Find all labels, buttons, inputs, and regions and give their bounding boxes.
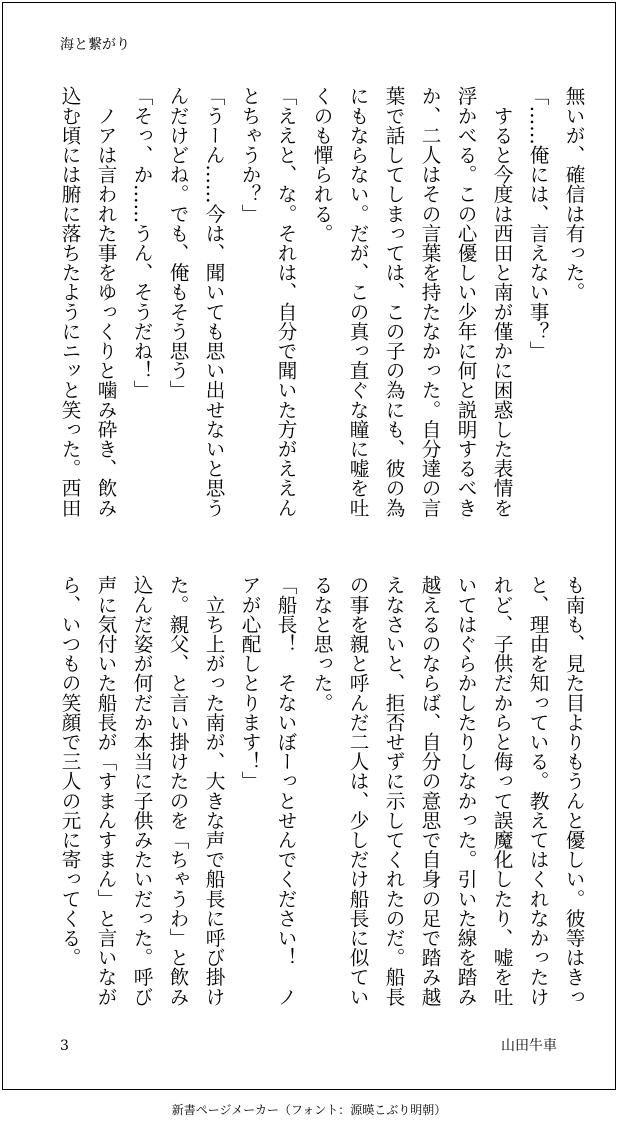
upper-text-column-8: くのも憚られる。 — [310, 86, 333, 243]
upper-text-column-12: んだけどね。でも、俺もそう思う」 — [166, 86, 189, 400]
upper-text-column-4: 浮かべる。この心優しい少年に何と説明するべき — [454, 86, 477, 518]
lower-text-column-14: 声に気付いた船長が「すまんすまん」と言いなが — [94, 575, 117, 1007]
upper-text-column-9: 「ええと、な。それは、自分で聞いた方がええん — [274, 86, 297, 518]
lower-text-column-15: ら、いつもの笑顔で三人の元に寄ってくる。 — [58, 575, 81, 967]
upper-text-column-3: すると今度は西田と南が僅かに困惑した表情を — [490, 86, 513, 518]
lower-text-column-2: と、理由を知っている。教えてはくれなかったけ — [526, 575, 549, 1007]
lower-text-column-9: 「船長！ そないぼーっとせんでください！ ノ — [274, 575, 297, 1007]
generator-caption: 新書ページメーカー（フォント：源暎こぶり明朝） — [171, 1103, 447, 1117]
author-name: 山田牛車 — [501, 1038, 557, 1054]
upper-text-column-5: か、二人はその言葉を持たなかった。自分達の言 — [418, 86, 441, 518]
upper-text-column-13: 「そっ、か……うん、そうだね！」 — [130, 86, 153, 400]
lower-text-column-7: の事を親と呼んだ二人は、少しだけ船長に似てい — [346, 575, 369, 1007]
upper-text-column-14: ノアは言われた事をゆっくりと噛み砕き、飲み — [94, 86, 117, 518]
lower-text-column-4: いてはぐらかしたりしなかった。引いた線を踏み — [454, 575, 477, 1007]
text-block-upper — [51, 86, 591, 526]
lower-text-column-6: えなさいと、拒否せずに示してくれたのだ。船長 — [382, 575, 405, 1007]
lower-text-column-1: も南も、見た目よりもうんと優しい。彼等はきっ — [562, 575, 585, 1007]
upper-text-column-1: 無いが、確信は有った。 — [562, 86, 585, 302]
lower-text-column-5: 越えるのならば、自分の意思で自身の足で踏み越 — [418, 575, 441, 1007]
lower-text-column-10: アが心配しとります！」 — [238, 575, 261, 791]
text-block-lower — [51, 575, 591, 1015]
lower-text-column-12: た。親父、と言い掛けたのを「ちゃうわ」と飲み — [166, 575, 189, 1007]
page-number: 3 — [60, 1038, 69, 1054]
upper-text-column-11: 「うーん……今は、聞いても思い出せないと思う — [202, 86, 225, 518]
upper-text-column-2: 「……俺には、言えない事？」 — [526, 86, 549, 361]
running-head-title: 海と繋がり — [60, 37, 130, 53]
lower-text-column-3: れど、子供だからと侮って誤魔化したり、嘘を吐 — [490, 575, 513, 1007]
upper-text-column-7: にもならない。だが、この真っ直ぐな瞳に嘘を吐 — [346, 86, 369, 518]
lower-text-column-11: 立ち上がった南が、大きな声で船長に呼び掛け — [202, 575, 225, 1007]
lower-text-column-8: るなと思った。 — [310, 575, 333, 713]
lower-text-column-13: 込んだ姿が何だか本当に子供みたいだった。呼び — [130, 575, 153, 1007]
upper-text-column-15: 込む頃には腑に落ちたようにニッと笑った。西田 — [58, 86, 81, 518]
upper-text-column-10: とちゃうか？」 — [238, 86, 261, 224]
upper-text-column-6: 葉で話してしまっては、この子の為にも、彼の為 — [382, 86, 405, 518]
